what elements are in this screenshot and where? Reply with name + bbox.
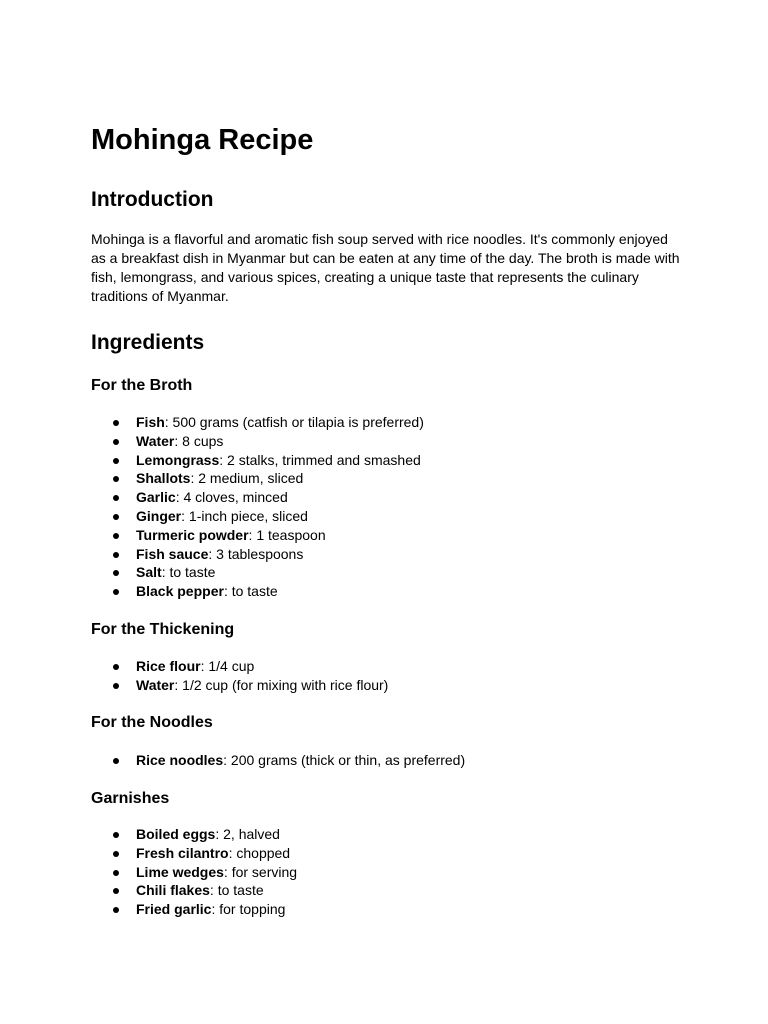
ingredient-detail: : to taste — [161, 564, 216, 581]
bullet-icon — [113, 458, 119, 464]
list-item — [91, 545, 424, 564]
list-item — [91, 863, 297, 882]
ingredient-name: Ginger — [136, 507, 182, 524]
ingredient-detail: : 2, halved — [215, 826, 280, 842]
ingredient-detail: : 1 teaspoon — [248, 526, 326, 543]
list-item — [91, 657, 388, 676]
ingredient-name: Fish — [136, 414, 165, 430]
list-item — [91, 676, 388, 695]
ingredient-detail: : to taste — [223, 583, 278, 600]
ingredient-detail: : 1/4 cup — [200, 658, 255, 674]
introduction-text: Mohinga is a flavorful and aromatic fish soup served with rice noodles. It's commonly enjoyed as a breakfast dish in Myanmar but can be eaten at any time of the day. The broth is made with fish, lemongrass, and various spices, creating a unique taste that represents the culinary traditions of Myanmar. — [91, 231, 680, 304]
bullet-icon — [113, 832, 119, 838]
noodles-heading: For the Noodles — [91, 714, 213, 731]
ingredient-detail: : chopped — [228, 844, 291, 861]
broth-heading: For the Broth — [91, 377, 193, 394]
list-item — [91, 488, 424, 507]
ingredient-name: Salt — [136, 564, 162, 581]
ingredient-name: Fresh cilantro — [136, 844, 229, 861]
ingredient-name: Lime wedges — [136, 863, 224, 880]
bullet-icon — [113, 533, 119, 539]
ingredient-name: Lemongrass — [136, 451, 220, 468]
list-item — [91, 451, 424, 470]
bullet-icon — [113, 552, 119, 558]
ingredient-detail: : 2 stalks, trimmed and smashed — [219, 451, 421, 468]
bullet-icon — [113, 589, 119, 595]
ingredient-detail: : 500 grams (catfish or tilapia is preferred) — [164, 414, 424, 430]
ingredient-name: Garlic — [136, 489, 176, 506]
list-item — [91, 582, 424, 601]
ingredient-detail: : 1/2 cup (for mixing with rice flour) — [174, 676, 389, 693]
ingredient-name: Rice noodles — [136, 752, 224, 768]
bullet-icon — [113, 439, 119, 445]
bullet-icon — [113, 683, 119, 689]
list-item — [91, 563, 424, 582]
bullet-icon — [113, 420, 119, 426]
ingredient-name: Black pepper — [136, 583, 224, 600]
ingredient-detail: : to taste — [209, 882, 264, 899]
ingredient-detail: : 1-inch piece, sliced — [181, 507, 308, 524]
bullet-icon — [113, 476, 119, 482]
bullet-icon — [113, 514, 119, 520]
ingredient-name: Fried garlic — [136, 901, 212, 918]
bullet-icon — [113, 851, 119, 857]
ingredient-name: Water — [136, 432, 175, 449]
ingredient-detail: : 8 cups — [174, 432, 224, 449]
list-item — [91, 526, 424, 545]
ingredient-name: Fish sauce — [136, 545, 209, 562]
noodles-list — [91, 751, 465, 770]
list-item — [91, 432, 424, 451]
garnishes-list — [91, 825, 297, 919]
ingredient-detail: : 3 tablespoons — [208, 545, 304, 562]
list-item — [91, 507, 424, 526]
bullet-icon — [113, 888, 119, 894]
list-item — [91, 469, 424, 488]
introduction-heading: Introduction — [91, 188, 214, 211]
list-item — [91, 413, 424, 432]
bullet-icon — [113, 495, 119, 501]
ingredient-detail: : 4 cloves, minced — [175, 489, 288, 506]
ingredient-detail: : for serving — [223, 863, 298, 880]
ingredient-name: Boiled eggs — [136, 826, 216, 842]
bullet-icon — [113, 570, 119, 576]
ingredient-detail: : 200 grams (thick or thin, as preferred) — [223, 752, 466, 768]
list-item — [91, 751, 465, 770]
list-item — [91, 881, 297, 900]
ingredient-detail: : for topping — [211, 901, 286, 918]
ingredient-detail: : 2 medium, sliced — [190, 470, 304, 487]
list-item — [91, 900, 297, 919]
garnishes-heading: Garnishes — [91, 790, 170, 807]
ingredient-name: Water — [136, 676, 175, 693]
ingredient-name: Shallots — [136, 470, 191, 487]
ingredient-name: Turmeric powder — [136, 526, 249, 543]
thickening-list — [91, 657, 388, 695]
page-title: Mohinga Recipe — [91, 124, 314, 156]
list-item — [91, 825, 297, 844]
bullet-icon — [113, 870, 119, 876]
thickening-heading: For the Thickening — [91, 621, 235, 638]
bullet-icon — [113, 907, 119, 913]
bullet-icon — [113, 758, 119, 764]
ingredient-name: Chili flakes — [136, 882, 210, 899]
list-item — [91, 844, 297, 863]
ingredients-heading: Ingredients — [91, 331, 205, 354]
broth-list — [91, 413, 424, 601]
bullet-icon — [113, 664, 119, 670]
ingredient-name: Rice flour — [136, 658, 201, 674]
